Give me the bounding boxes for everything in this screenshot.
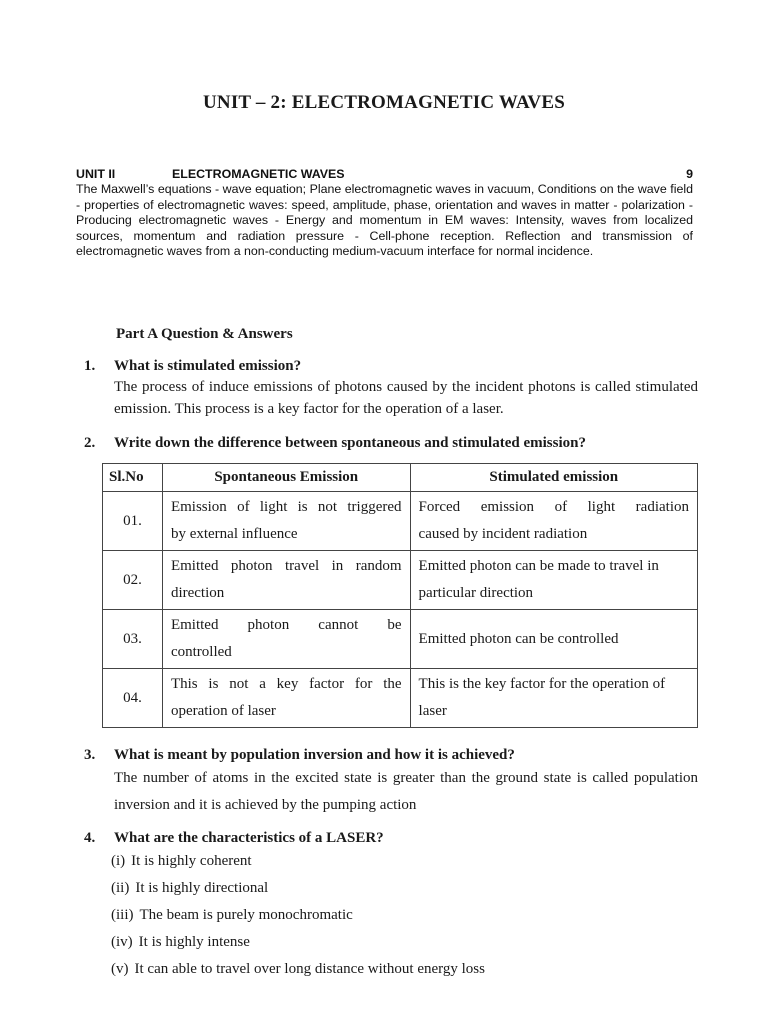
table-row — [103, 551, 698, 610]
question-2 — [84, 433, 698, 453]
question-text: Write down the difference between spontaneous and stimulated emission? — [114, 435, 586, 451]
unit-name: ELECTROMAGNETIC WAVES — [172, 167, 345, 181]
question-number: 3. — [84, 747, 96, 763]
table-cell: Emitted photon travel in random direction — [162, 551, 410, 610]
column-header: Stimulated emission — [410, 464, 697, 492]
table-cell: This is not a key factor for the operation of laser — [162, 669, 410, 728]
table-cell: 02. — [103, 551, 163, 610]
question-text: What is meant by population inversion and how it is achieved? — [114, 747, 515, 763]
table-cell: Emission of light is not triggered by external influence — [162, 492, 410, 551]
question-4 — [84, 828, 698, 983]
table-cell: 01. — [103, 492, 163, 551]
list-item: (iii) The beam is purely monochromatic — [111, 907, 353, 923]
syllabus-header — [76, 167, 693, 182]
question-text: What are the characteristics of a LASER? — [114, 830, 384, 846]
table-row — [103, 669, 698, 728]
table-row — [103, 492, 698, 551]
table-cell: 04. — [103, 669, 163, 728]
syllabus-box — [76, 167, 693, 259]
table-header-row — [103, 464, 698, 492]
table-cell: Emitted photon can be made to travel in particular direction — [410, 551, 697, 610]
part-a-heading: Part A Question & Answers — [116, 326, 293, 342]
characteristics-list — [111, 848, 698, 983]
unit-credits: 9 — [686, 167, 693, 181]
syllabus-body: The Maxwell’s equations - wave equation; Plane electromagnetic waves in vacuum, Conditions on the wave field - properties of electromagnetic waves: speed, amplitude, phase, orientation and waves in matter - polarization - Producing electromagnetic waves - Energy and momentum in EM waves: Intensity, waves from localized sources, momentum and radiation pressure - Cell-phone reception. Reflection and transmission of electromagnetic waves from a non-conducting medium-vacuum interface for normal incidence. — [76, 182, 693, 259]
emission-comparison-table — [102, 463, 698, 728]
list-item: (v) It can able to travel over long distance without energy loss — [111, 961, 485, 977]
table-cell: Forced emission of light radiation caused by incident radiation — [410, 492, 697, 551]
question-text: What is stimulated emission? — [114, 358, 302, 374]
table-cell: Emitted photon cannot be controlled — [162, 610, 410, 669]
list-item: (iv) It is highly intense — [111, 934, 250, 950]
answer-text: The number of atoms in the excited state is greater than the ground state is called population inversion and it is achieved by the pumping action — [114, 770, 698, 813]
list-item: (ii) It is highly directional — [111, 880, 269, 896]
list-item: (i) It is highly coherent — [111, 853, 252, 869]
column-header: Spontaneous Emission — [162, 464, 410, 492]
question-1 — [84, 356, 698, 420]
table-cell: This is the key factor for the operation of laser — [410, 669, 697, 728]
column-header: Sl.No — [103, 464, 163, 492]
question-number: 1. — [84, 358, 96, 374]
question-number: 4. — [84, 830, 96, 846]
table-cell: 03. — [103, 610, 163, 669]
question-3 — [84, 745, 698, 819]
page-title: UNIT – 2: ELECTROMAGNETIC WAVES — [202, 92, 565, 113]
table-cell: Emitted photon can be controlled — [410, 610, 697, 669]
unit-code: UNIT II — [76, 167, 116, 181]
table-row — [103, 610, 698, 669]
answer-text: The process of induce emissions of photons caused by the incident photons is called stimulated emission. This process is a key factor for the operation of a laser. — [114, 379, 698, 417]
question-number: 2. — [84, 435, 96, 451]
